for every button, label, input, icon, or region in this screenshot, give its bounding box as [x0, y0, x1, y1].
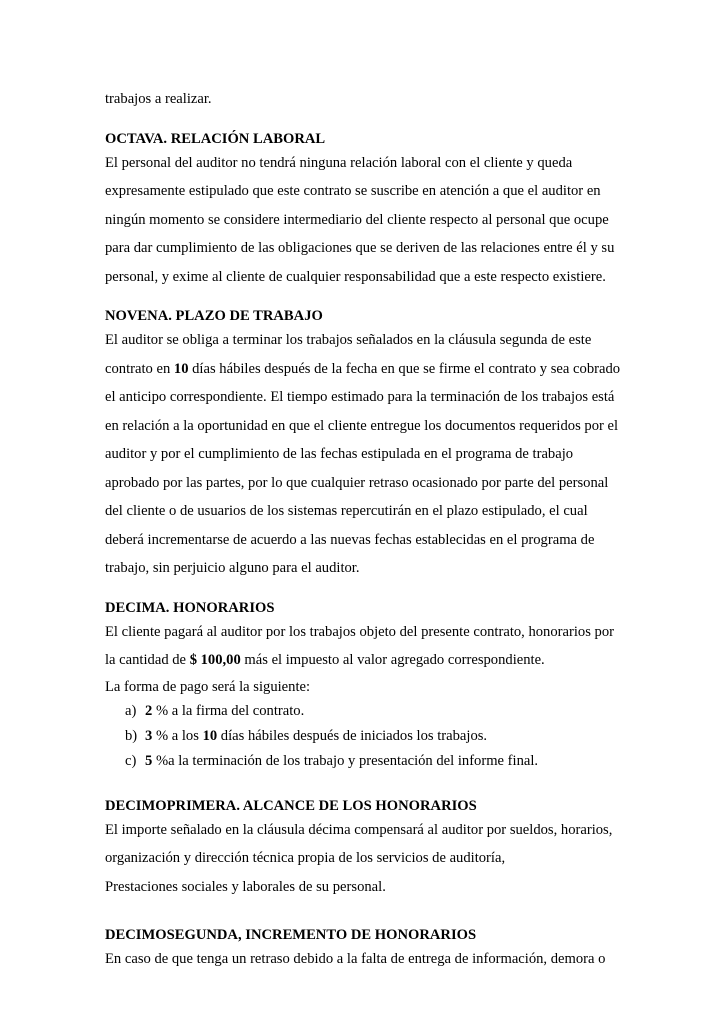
- percent-value: 2: [145, 702, 153, 719]
- octava-line: El personal del auditor no tendrá ninguna relación laboral con el cliente y queda: [105, 154, 573, 171]
- list-marker: b): [125, 727, 138, 744]
- text-run: días hábiles después de la fecha en que se firme el contrato y sea cobrado: [188, 360, 621, 377]
- novena-line: el anticipo correspondiente. El tiempo estimado para la terminación de los trabajos está: [105, 389, 615, 405]
- percent-value: 5: [145, 752, 153, 769]
- octava-line: ningún momento se considere intermediario del cliente respecto al personal que ocupe: [105, 211, 609, 228]
- list-marker: a): [125, 702, 137, 719]
- octava-heading: OCTAVA. RELACIÓN LABORAL: [105, 130, 326, 147]
- document-body: [105, 85, 625, 974]
- amount-value: $ 100,00: [189, 652, 241, 668]
- decima-line: El cliente pagará al auditor por los trabajos objeto del presente contrato, honorarios por: [105, 623, 614, 640]
- decima-line: [105, 646, 625, 675]
- decima-line: La forma de pago será la siguiente:: [105, 678, 311, 695]
- novena-line: auditor y por el cumplimiento de las fechas estipulada en el programa de trabajo: [105, 446, 574, 462]
- novena-line: trabajo, sin perjuicio alguno para el auditor.: [105, 560, 360, 576]
- text-run: más el impuesto al valor agregado correspondiente.: [240, 652, 545, 668]
- novena-line: del cliente o de usuarios de los sistemas repercutirán en el plazo estipulado, el cual: [105, 503, 588, 519]
- novena-line: en relación a la oportunidad en que el cliente entregue los documentos requeridos por el: [105, 417, 619, 434]
- days-value: 10: [202, 727, 218, 744]
- decimoprimera-line: Prestaciones sociales y laborales de su personal.: [105, 878, 386, 895]
- novena-heading: NOVENA. PLAZO DE TRABAJO: [105, 308, 323, 324]
- list-text: días hábiles después de iniciados los trabajos.: [217, 727, 488, 744]
- octava-line: para dar cumplimiento de las obligaciones que se deriven de las relaciones entre él y su: [105, 240, 615, 256]
- novena-line: El auditor se obliga a terminar los trabajos señalados en la cláusula segunda de este: [105, 332, 592, 348]
- decimoprimera-line: organización y dirección técnica propia de los servicios de auditoría,: [105, 850, 506, 866]
- novena-line: deberá incrementarse de acuerdo a las nuevas fechas establecidas en el programa de: [105, 531, 595, 548]
- text-run: la cantidad de: [105, 652, 190, 668]
- octava-line: personal, y exime al cliente de cualquier responsabilidad que a este respecto existiere.: [105, 268, 606, 285]
- intro-tail: trabajos a realizar.: [105, 91, 212, 107]
- list-item: [105, 724, 625, 749]
- list-text: % a los: [152, 727, 203, 744]
- decimosegunda-heading: DECIMOSEGUNDA, INCREMENTO DE HONORARIOS: [105, 927, 477, 943]
- decimoprimera-line: El importe señalado en la cláusula décima compensará al auditor por sueldos, horarios,: [105, 821, 613, 838]
- text-run: contrato en: [105, 360, 174, 377]
- octava-line: expresamente estipulado que este contrato se suscribe en atención a que el auditor en: [105, 183, 601, 199]
- decimosegunda-line: En caso de que tenga un retraso debido a la falta de entrega de información, demora o: [105, 951, 606, 967]
- novena-line: aprobado por las partes, por lo que cualquier retraso ocasionado por parte del personal: [105, 474, 609, 491]
- days-value: 10: [173, 360, 189, 377]
- list-item: [105, 749, 625, 774]
- list-text: % a la firma del contrato.: [152, 702, 305, 719]
- list-item: [105, 699, 625, 724]
- percent-value: 3: [145, 727, 153, 744]
- decima-heading: DECIMA. HONORARIOS: [105, 599, 275, 616]
- list-text: %a la terminación de los trabajo y presentación del informe final.: [152, 752, 539, 769]
- novena-line: [105, 355, 625, 384]
- decimoprimera-heading: DECIMOPRIMERA. ALCANCE DE LOS HONORARIOS: [105, 797, 477, 814]
- list-marker: c): [125, 752, 137, 769]
